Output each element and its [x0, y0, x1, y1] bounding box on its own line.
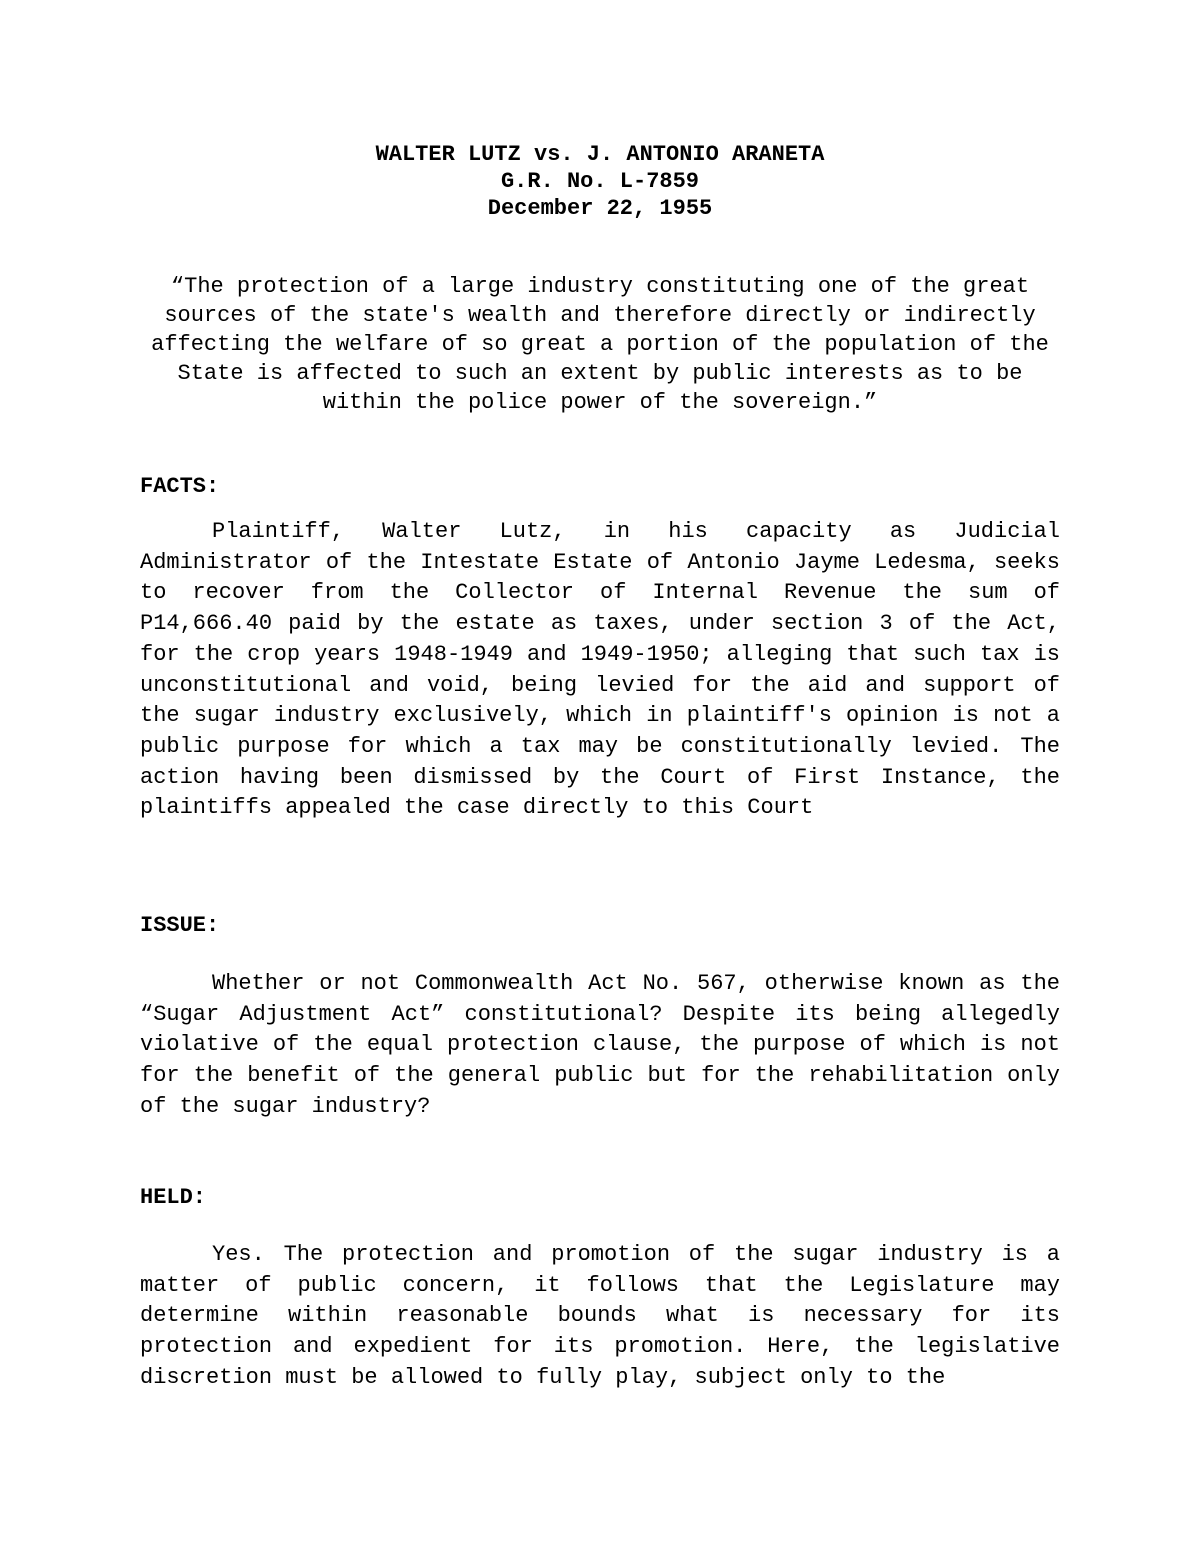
facts-paragraph: Plaintiff, Walter Lutz, in his capacity as Judicial Administrator of the Intestate Estate of Antonio Jayme Ledesma, seeks to recover from the Collector of Internal Revenue the sum of P14,666.40 paid by the estate as taxes, under section 3 of the Act, for the crop years 1948-1949 and 1949-1950; alleging that such tax is unconstitutional and void, being levied for the aid and support of the sugar industry exclusively, which in plaintiff's opinion is not a public purpose for which a tax may be constitutionally levied. The action having been dismissed by the Court of First Instance, the plaintiffs appealed the case directly to this Court [140, 519, 1060, 821]
issue-heading: ISSUE: [140, 913, 220, 938]
held-paragraph: Yes. The protection and promotion of the sugar industry is a matter of public concern, it follows that the Legislature may determine within reasonable bounds what is necessary for its protection and expedient for its promotion. Here, the legislative discretion must be allowed to fully play, subject only to the [140, 1242, 1060, 1390]
facts-heading: FACTS: [140, 474, 220, 499]
doctrine-quote: “The protection of a large industry constituting one of the great sources of the state's wealth and therefore directly or indirectly affecting the welfare of so great a portion of the population of the State is affected to such an extent by public interests as to be within the police power of the sovereign.” [151, 274, 1049, 415]
held-heading: HELD: [140, 1185, 207, 1210]
decision-date: December 22, 1955 [487, 196, 713, 221]
gr-number: G.R. No. L-7859 [500, 169, 700, 194]
issue-paragraph: Whether or not Commonwealth Act No. 567, otherwise known as the “Sugar Adjustment Act” constitutional? Despite its being allegedly violative of the equal protection clause, the purpose of which is not for the benefit of the general public but for the rehabilitation only of the sugar industry? [140, 971, 1060, 1119]
case-header [140, 141, 1060, 222]
case-title: WALTER LUTZ vs. J. ANTONIO ARANETA [375, 142, 825, 167]
